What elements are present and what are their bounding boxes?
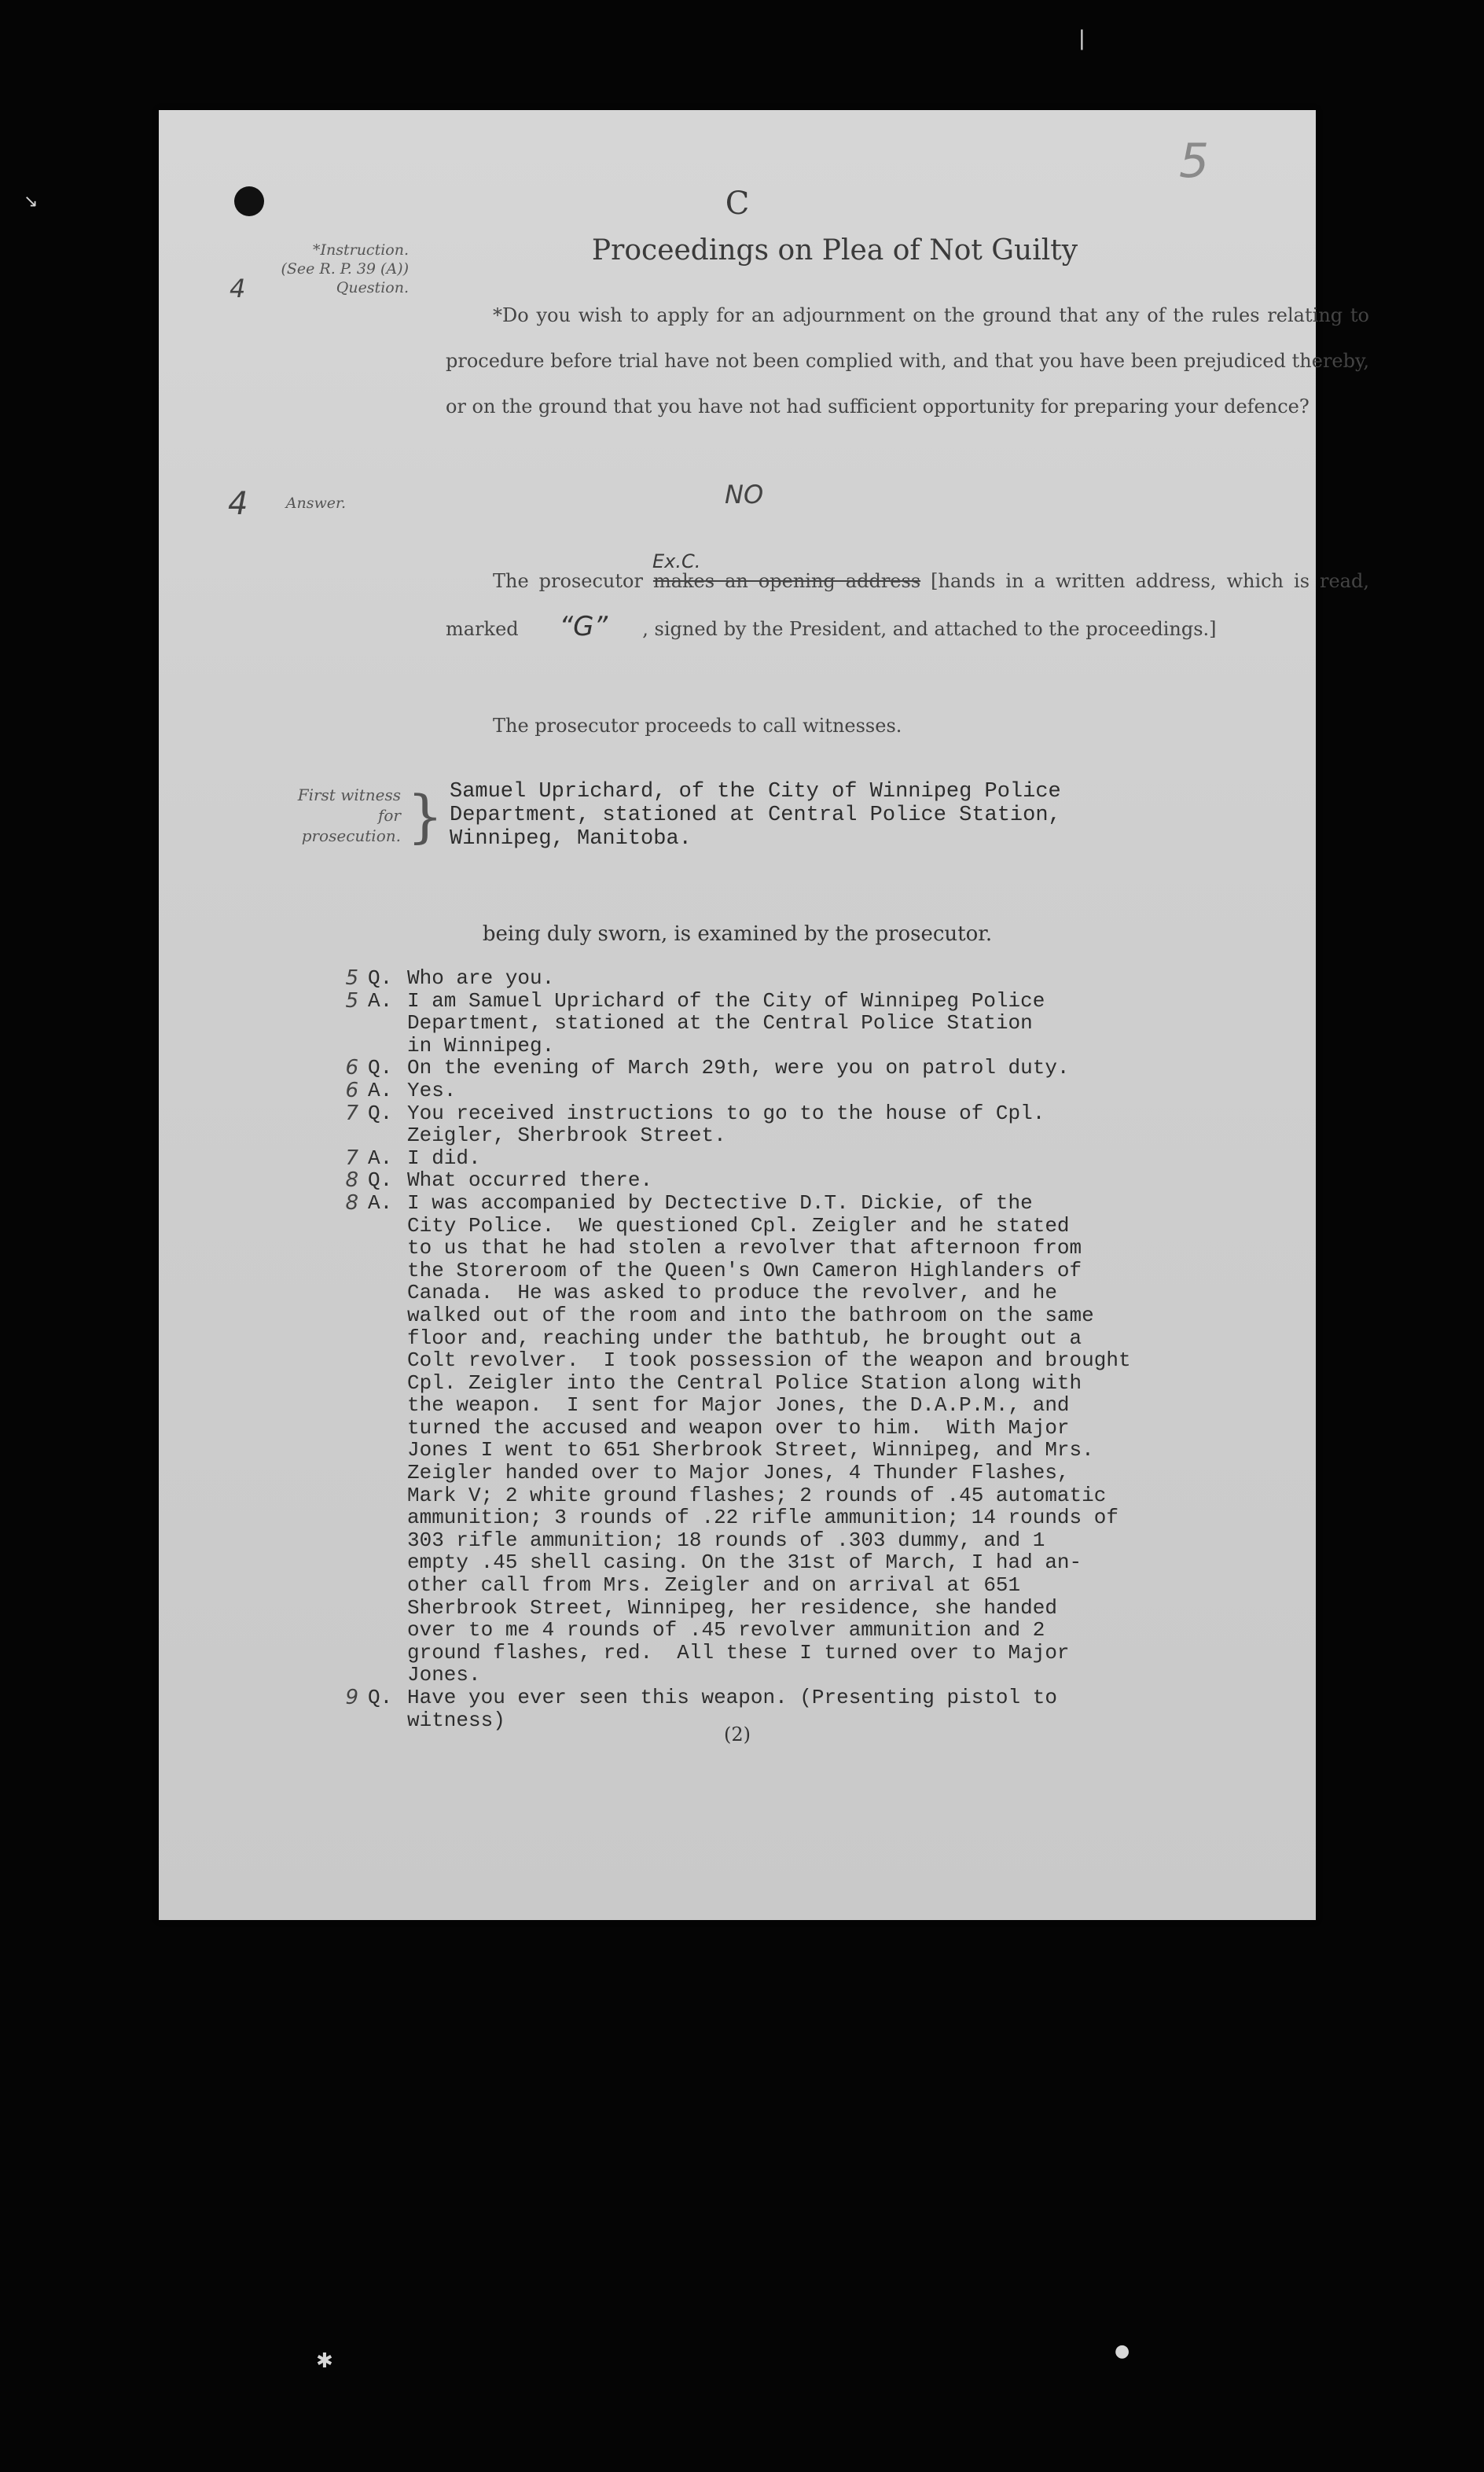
qa-code: Q.	[368, 1168, 393, 1193]
qa-code: A.	[368, 1078, 393, 1102]
qa-code: Q.	[368, 966, 393, 990]
exhibit-mark: “G”	[559, 611, 608, 642]
qa-row	[159, 967, 1316, 990]
qa-number: 8	[345, 1168, 358, 1193]
qa-text: I did.	[407, 1146, 481, 1170]
qa-row	[159, 1169, 1316, 1192]
address-paragraph: The prosecutor makes an opening address [hands in a written address, which is read, marked “G” , signed by the President, and attached to the proceedings.]	[446, 558, 1369, 652]
qa-code: Q.	[368, 1056, 393, 1080]
qa-code: A.	[368, 1190, 393, 1215]
qa-row	[159, 1102, 1316, 1147]
qa-row	[159, 1147, 1316, 1170]
film-speck: ↘	[24, 192, 39, 212]
instruction-label: *Instruction.	[312, 241, 409, 259]
film-speck: ●	[1115, 2341, 1130, 2361]
first-witness-label: First witness for prosecution.	[297, 785, 401, 845]
qa-text: Have you ever seen this weapon. (Presenting pistol to witness)	[407, 1686, 1057, 1732]
handwritten-insert: Ex.C.	[652, 550, 701, 572]
qa-text: On the evening of March 29th, were you on patrol duty.	[407, 1056, 1070, 1080]
sworn-line: being duly sworn, is examined by the prosecutor.	[482, 922, 993, 946]
page-number: (2)	[724, 1723, 751, 1745]
witness-brace: }	[407, 783, 443, 849]
qa-number: 8	[345, 1190, 358, 1215]
qa-number: 5	[345, 988, 358, 1013]
first-witness-details: Samuel Uprichard, of the City of Winnipeg Police Department, stationed at Central Police Station, Winnipeg, Manitoba.	[450, 780, 1061, 851]
answer-number: 4	[228, 486, 248, 522]
qa-text: Who are you.	[407, 966, 555, 990]
qa-number: 7	[345, 1101, 358, 1125]
qa-code: A.	[368, 1146, 393, 1170]
call-witnesses: The prosecutor proceeds to call witnesses.	[493, 715, 902, 737]
qa-code: Q.	[368, 1101, 393, 1125]
qa-row	[159, 1080, 1316, 1102]
qa-row	[159, 1057, 1316, 1080]
qa-text: I am Samuel Uprichard of the City of Winnipeg Police Department, stationed at the Central Police Station in Winnipeg.	[407, 988, 1045, 1058]
adjournment-question: *Do you wish to apply for an adjournment on the ground that any of the rules relating to procedure before trial have not been complied with, and that you have been prejudiced thereby, or on the ground that you have not had sufficient opportunity for preparing your defence?	[446, 304, 1369, 418]
struck-text: makes an opening address	[652, 570, 921, 592]
qa-code: Q.	[368, 1686, 393, 1709]
film-speck: |	[1078, 27, 1085, 50]
qa-text: I was accompanied by Dectective D.T. Dickie, of the City Police. We questioned Cpl. Zeigler and he stated to us that he had stolen a revolver that afternoon from the Storeroom of the Queen's Own Cameron Highlanders of Canada. He was asked to produce the revolver, and he walked out of the room and into the bathroom on the same floor and, reaching under the bathtub, he brought out a Colt revolver. I took possession of the weapon and brought Cpl. Zeigler into the Central Police Station along with the weapon. I sent for Major Jones, the D.A.P.M., and turned the accused and weapon over to him. With Major Jones I went to 651 Sherbrook Street, Winnipeg, and Mrs. Zeigler handed over to Major Jones, 4 Thunder Flashes, Mark V; 2 white ground flashes; 2 rounds of .45 automatic ammunition; 3 rounds of .22 rifle ammunition; 14 rounds of 303 rifle ammunition; 18 rounds of .303 dummy, and 1 empty .45 shell casing. On the 31st of March, I had an- other call from Mrs. Zeigler and on arrival at 651 Sherbrook Street, Winnipeg, her residence, she handed over to me 4 rounds of .45 revolver ammunition and 2 ground flashes, red. All these I turned over to Major Jones.	[407, 1190, 1131, 1687]
qa-row	[159, 1192, 1316, 1687]
qa-number: 6	[345, 1078, 358, 1102]
answer-label: Answer.	[285, 495, 346, 512]
pencil-page-number: 5	[1179, 134, 1210, 189]
qa-number: 5	[345, 966, 358, 990]
examination-list	[159, 967, 1316, 1731]
adjournment-answer: NO	[725, 480, 764, 509]
qa-code: A.	[368, 988, 393, 1013]
question-number: 4	[230, 274, 246, 303]
qa-number: 9	[345, 1686, 358, 1709]
qa-number: 7	[345, 1146, 358, 1170]
film-speck: ✱	[316, 2349, 333, 2373]
instruction-reference: (See R. P. 39 (A))	[281, 260, 409, 278]
qa-text: What occurred there.	[407, 1168, 653, 1193]
instruction-margin-note	[252, 241, 409, 297]
section-letter: C	[725, 186, 750, 222]
question-label: Question.	[336, 279, 409, 296]
qa-row	[159, 990, 1316, 1058]
document-page	[159, 110, 1369, 1920]
qa-text: Yes.	[407, 1078, 457, 1102]
qa-text: You received instructions to go to the house of Cpl. Zeigler, Sherbrook Street.	[407, 1101, 1045, 1148]
page-title: Proceedings on Plea of Not Guilty	[591, 234, 1078, 267]
qa-number: 6	[345, 1056, 358, 1080]
